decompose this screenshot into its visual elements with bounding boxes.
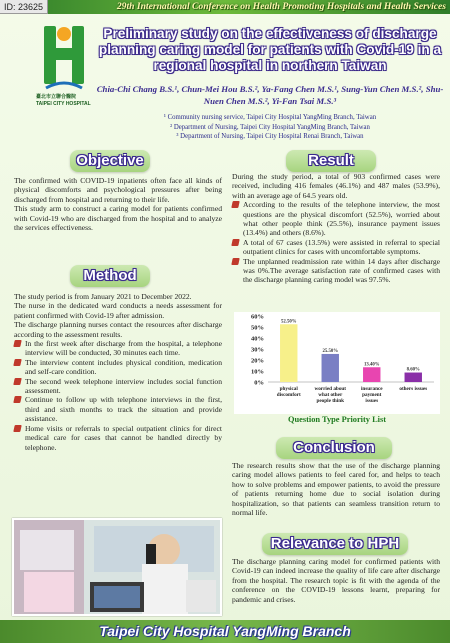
method-bullet: The interview content includes physical condition, medication and self-care condition. — [14, 358, 222, 377]
chart-title: Question Type Priority List — [287, 415, 387, 424]
affiliation-1: ¹ Community nursing service, Taipei City Hospital YangMing Branch, Taiwan — [163, 114, 377, 121]
y-tick-label: 50% — [251, 324, 264, 332]
footer-hospital-name: Taipei City Hospital YangMing Branch — [99, 623, 351, 639]
y-tick-label: 40% — [251, 335, 264, 343]
method-heading — [70, 265, 150, 287]
bullet-icon — [13, 425, 21, 432]
id-badge: ID: 23625 — [0, 0, 48, 14]
hospital-logo-icon — [40, 22, 88, 92]
bullet-icon — [231, 239, 239, 246]
conference-title: 29th International Conference on Health Promoting Hospitals and Health Services — [116, 1, 446, 12]
method-bullet: Home visits or referrals to special outpatient clinics for direct medical care for cases that cannot be handled directly by telephone. — [14, 424, 222, 452]
bar-value-label: 52.50% — [280, 319, 297, 325]
method-bullet: In the first week after discharge from the hospital, a telephone interview will be conducted, 30 minutes each time. — [14, 339, 222, 358]
result-bullet: The unplanned readmission rate within 14 days after discharge was 0%.The average satisfaction rate of confirmed cases with the discharge planning caring model was 97.5%. — [232, 257, 440, 285]
bar-2 — [322, 354, 339, 382]
footer-band — [0, 620, 450, 643]
conclusion-heading — [276, 437, 392, 459]
photo-illustration — [14, 520, 220, 614]
method-heading-label: Method — [83, 267, 137, 284]
x-category-label: worried about what other people think — [314, 386, 347, 404]
relevance-heading — [262, 533, 408, 555]
question-type-bar-chart — [234, 312, 440, 414]
bullet-icon — [231, 258, 239, 265]
bar-value-label: 8.60% — [406, 367, 420, 373]
x-category-label: insurance payment issues — [360, 386, 383, 404]
author-list: Chia-Chi Chang B.S.¹, Chun-Mei Hou B.S.², Ya-Fang Chen M.S.¹, Sung-Yun Chen M.S.², Shu-Nuen Chen M.S.², Yi-Fan Tsai M.S.³ — [96, 84, 444, 106]
method-text — [14, 292, 222, 452]
result-bullet: A total of 67 cases (13.5%) were assisted in referral to special outpatient clinics for cases with uncomfortable symptoms. — [232, 238, 440, 257]
bar-4 — [405, 373, 422, 382]
result-heading — [286, 150, 376, 172]
conclusion-heading-label: Conclusion — [293, 439, 375, 456]
result-bullet-list — [232, 200, 440, 285]
relevance-heading-label: Relevance to HPH — [270, 535, 400, 552]
y-tick-label: 0% — [254, 379, 264, 387]
logo-line-english: TAIPEI CITY HOSPITAL — [36, 100, 91, 107]
objective-paragraph-1: The confirmed with COVID-19 inpatients often face all kinds of physical discomforts and psychological pressures after being discharged from hospital and returning to their life. — [14, 176, 222, 204]
y-tick-label: 20% — [251, 357, 264, 365]
y-tick-label: 10% — [251, 368, 264, 376]
objective-heading-label: Objective — [76, 152, 144, 169]
result-heading-label: Result — [308, 152, 354, 169]
objective-text — [14, 176, 222, 232]
method-paragraph-1: The study period is from January 2021 to December 2022. — [14, 292, 192, 301]
photo-nurse-phone-call — [12, 518, 222, 616]
bullet-icon — [231, 201, 239, 208]
poster-title: Preliminary study on the effectiveness of discharge planning caring model for patients with Covid-19 in a regional hospital in northern Taiwan — [98, 26, 442, 73]
method-bullet-list — [14, 339, 222, 452]
affiliation-3: ³ Department of Nursing, Taipei City Hospital Renai Branch, Taiwan — [176, 133, 364, 141]
objective-heading — [70, 150, 150, 172]
bar-3 — [363, 367, 380, 382]
x-category-label: others issues — [399, 386, 428, 392]
bar-value-label: 13.40% — [363, 362, 380, 368]
bar-1 — [280, 324, 297, 382]
objective-paragraph-2: This study arm to construct a caring model for patients confirmed with Covid-19 who are discharged from the hospital and to analyze the services effectiveness. — [14, 204, 222, 233]
bullet-icon — [13, 396, 21, 403]
affiliation-2: ² Department of Nursing, Taipei City Hospital YangMing Branch, Taiwan — [170, 123, 370, 131]
method-paragraph-2: The nurse in the dedicated ward conducts a needs assessment for patient confirmed with Covid-19 after admission. — [14, 301, 222, 320]
bar-value-label: 25.50% — [322, 348, 339, 354]
bullet-icon — [13, 340, 21, 347]
conclusion-paragraph-1: The research results show that the use of the discharge planning caring model allows patients to feel cared for, and helps to teach how to solve problems and empower patients, to avoid the pressure of patients returning home due to social isolation during hospitalization, so that patients can seamless transition return to normal life. — [232, 461, 440, 518]
bullet-icon — [13, 359, 21, 366]
conclusion-text — [232, 461, 440, 517]
result-bullet: According to the results of the telephone interview, the most questions are the physical discomfort (52.5%), worried about what other people think (25.5%), insurance payment issues (13.4%) and others (8.6%). — [232, 200, 440, 238]
logo-line-chinese: 臺北市立聯合醫院 — [36, 94, 77, 100]
relevance-text — [232, 557, 440, 604]
y-tick-label: 60% — [251, 313, 264, 321]
method-paragraph-3: The discharge planning nurses contact the resources after discharge according to the assessment results. — [14, 320, 222, 339]
bullet-icon — [13, 378, 21, 385]
method-bullet: The second week telephone interview includes social function assessment. — [14, 377, 222, 396]
relevance-paragraph-1: The discharge planning caring model for confirmed patients with Covid-19 can indeed increase the quality of life care after discharge from the hospital. The research topic is fit with the agenda of the conference on the COVID-19 lessons learnt, preparing for pandemic and crises. — [232, 557, 440, 604]
result-text — [232, 172, 440, 285]
method-bullet: Continue to follow up with telephone interviews in the first, third and sixth months to track the situation and provide assistance. — [14, 395, 222, 423]
x-category-label: physical discomfort — [276, 386, 301, 398]
affiliations — [92, 113, 448, 142]
result-paragraph-1: During the study period, a total of 903 confirmed cases were received, including 416 females (46.1%) and 487 males (53.9%), with an average age of 64.5 years old. — [232, 172, 440, 200]
y-tick-label: 30% — [251, 346, 264, 354]
